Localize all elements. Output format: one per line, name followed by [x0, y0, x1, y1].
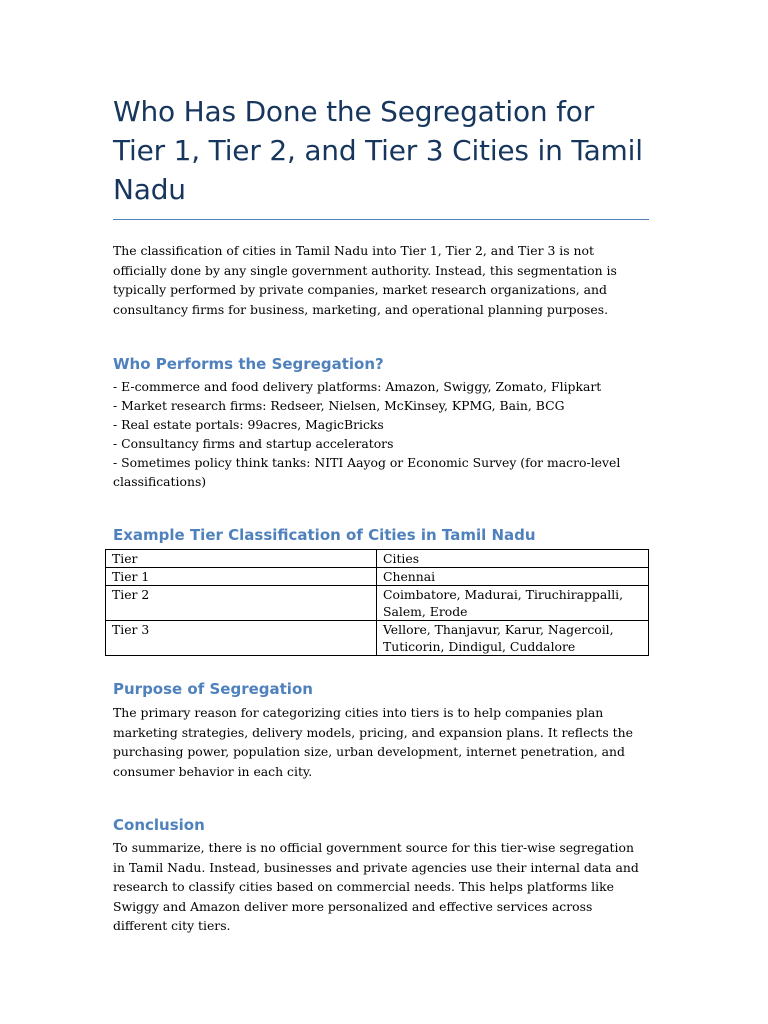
purpose-paragraph: The primary reason for categorizing cities into tiers is to help companies plan marketing strategies, delivery models, pricing, and expansion plans. It reflects the purchasing power, population size, urban development, internet penetration, and consumer behavior in each city.	[113, 705, 633, 779]
list-item: - Market research firms: Redseer, Nielsen, McKinsey, KPMG, Bain, BCG	[113, 398, 565, 413]
document-title: Who Has Done the Segregation for Tier 1, Tier 2, and Tier 3 Cities in Tamil Nadu	[113, 92, 649, 220]
list-item: - Consultancy firms and startup accelerators	[113, 436, 394, 451]
table-cell: Tier 3	[106, 621, 377, 656]
example-heading: Example Tier Classification of Cities in Tamil Nadu	[113, 526, 536, 544]
table-cell: Coimbatore, Madurai, Tiruchirappalli, Salem, Erode	[377, 586, 649, 621]
table-cell: Vellore, Thanjavur, Karur, Nagercoil, Tuticorin, Dindigul, Cuddalore	[377, 621, 649, 656]
list-item: - Sometimes policy think tanks: NITI Aayog or Economic Survey (for macro-level classifications)	[113, 455, 621, 489]
performs-list	[113, 377, 649, 491]
table-cell: Chennai	[377, 568, 649, 586]
performs-heading: Who Performs the Segregation?	[113, 355, 384, 373]
tier-table	[105, 549, 649, 656]
purpose-heading: Purpose of Segregation	[113, 680, 313, 698]
table-cell: Tier 2	[106, 586, 377, 621]
table-row	[106, 621, 649, 656]
conclusion-heading: Conclusion	[113, 816, 205, 834]
table-header-cell: Cities	[377, 550, 649, 568]
table-cell: Tier 1	[106, 568, 377, 586]
conclusion-paragraph: To summarize, there is no official government source for this tier-wise segregation in Tamil Nadu. Instead, businesses and private agencies use their internal data and research to classify cities based on commercial needs. This helps platforms like Swiggy and Amazon deliver more personalized and effective services across different city tiers.	[113, 840, 639, 933]
table-header-row	[106, 550, 649, 568]
table-row	[106, 586, 649, 621]
table-header-cell: Tier	[106, 550, 377, 568]
table-row	[106, 568, 649, 586]
list-item: - E-commerce and food delivery platforms: Amazon, Swiggy, Zomato, Flipkart	[113, 379, 602, 394]
list-item: - Real estate portals: 99acres, MagicBricks	[113, 417, 384, 432]
intro-paragraph: The classification of cities in Tamil Nadu into Tier 1, Tier 2, and Tier 3 is not officially done by any single government authority. Instead, this segmentation is typically performed by private companies, market research organizations, and consultancy firms for business, marketing, and operational planning purposes.	[113, 243, 617, 317]
document-page	[113, 92, 649, 936]
